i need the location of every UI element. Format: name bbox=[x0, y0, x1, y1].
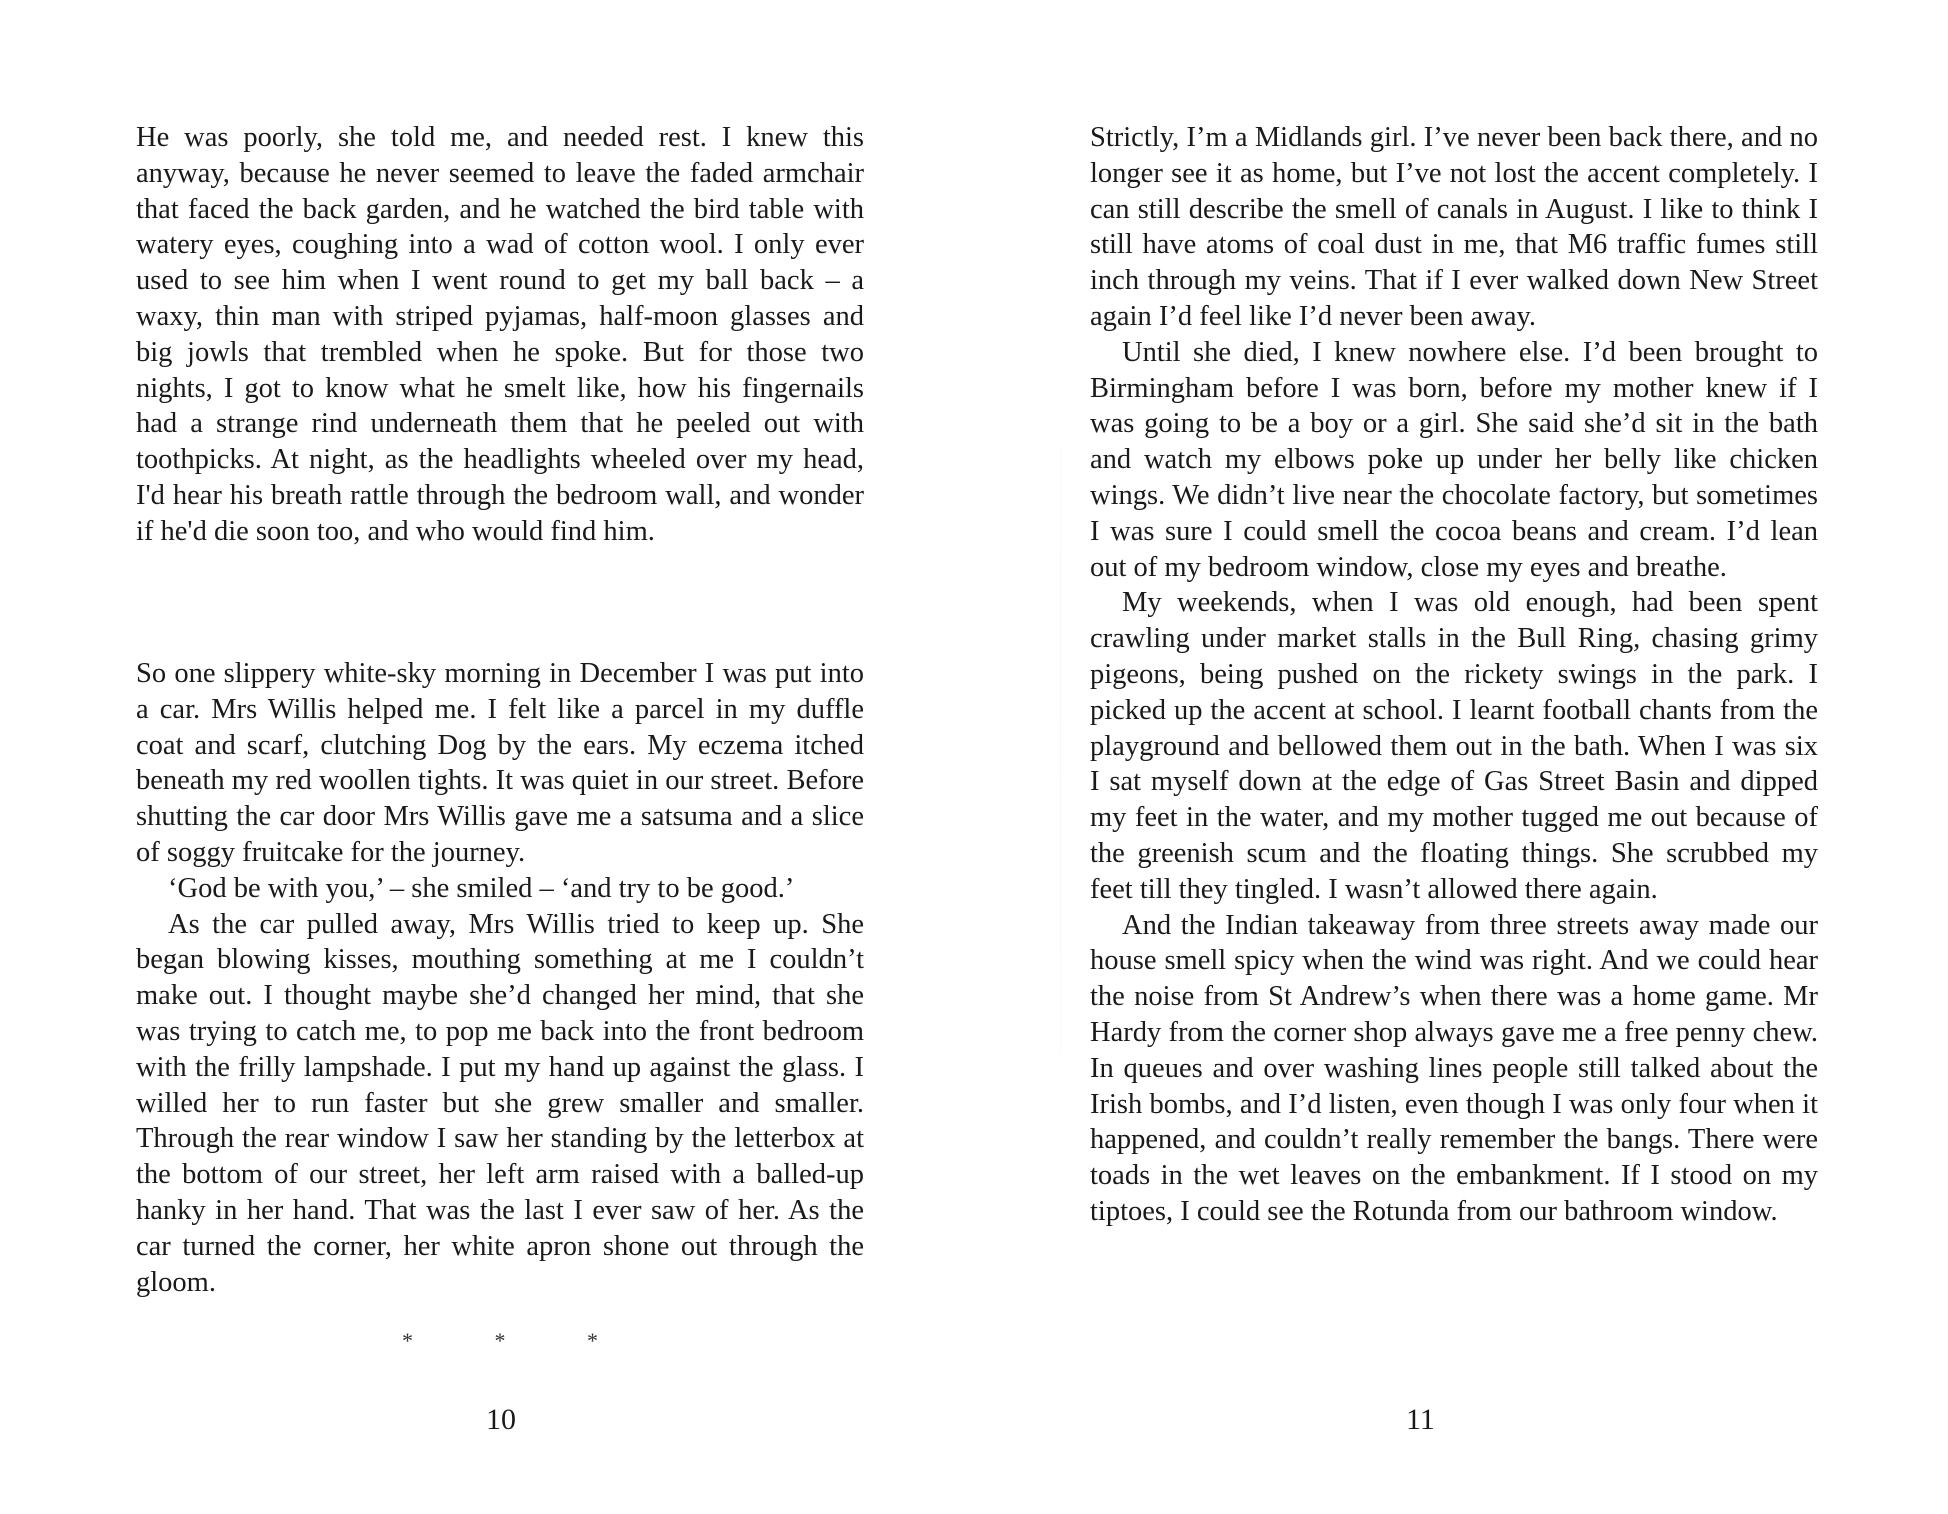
paragraph: Until she died, I knew nowhere else. I’d been brought to Birmingham before I was born, before my mother knew if I was going to be a boy or a girl. She said she’d sit in the bath and watch my elbows poke up under her belly like chicken wings. We didn’t live near the chocolate factory, but sometimes I was sure I could smell the cocoa beans and cream. I’d lean out of my bedroom window, close my eyes and breathe. bbox=[1090, 336, 1818, 583]
paragraph: My weekends, when I was old enough, had been spent crawling under market stalls in the Bull Ring, chasing grimy pigeons, being pushed on the rickety swings in the park. I picked up the accent at school. I learnt football chants from the playground and bellowed them out in the bath. When I was six I sat myself down at the edge of Gas Street Basin and dipped my feet in the water, and my mother tugged me out because of the greenish scum and the floating things. She scrubbed my feet till they tingled. I wasn’t allowed there again. bbox=[1090, 587, 1818, 905]
asterisk: * bbox=[402, 1328, 413, 1353]
asterisk: * bbox=[494, 1328, 506, 1353]
asterisk: * bbox=[587, 1328, 598, 1353]
paragraph: Strictly, I’m a Midlands girl. I’ve never been back there, and no longer see it as home, but I’ve not lost the accent completely. I can still describe the smell of canals in August. I like to think I still have atoms of coal dust in me, that M6 traffic fumes still inch through my veins. That if I ever walked down New Street again I’d feel like I’d never been away. bbox=[1090, 122, 1818, 332]
right-page bbox=[974, 0, 1948, 1514]
right-text bbox=[1090, 120, 1818, 1230]
page-number-right: 11 bbox=[1406, 1403, 1435, 1436]
paragraph: He was poorly, she told me, and needed rest. I knew this anyway, because he never seemed to leave the faded armchair that faced the back garden, and he watched the bird table with watery eyes, coughing into a wad of cotton wool. I only ever used to see him when I went round to get my ball back – a waxy, thin man with striped pyjamas, half-moon glasses and big jowls that trembled when he spoke. But for those two nights, I got to know what he smelt like, how his fingernails had a strange rind underneath them that he peeled out with toothpicks. At night, as the headlights wheeled over my head, I'd hear his breath rattle through the bedroom wall, and wonder if he'd die soon too, and who would find him. bbox=[136, 122, 864, 547]
left-bottom-text bbox=[136, 656, 864, 1300]
paragraph: ‘God be with you,’ – she smiled – ‘and try to be good.’ bbox=[168, 872, 795, 904]
paragraph: So one slippery white-sky morning in December I was put into a car. Mrs Willis helped me. I felt like a parcel in my duffle coat and scarf, clutching Dog by the ears. My eczema itched beneath my red woollen tights. It was quiet in our street. Before shutting the car door Mrs Willis gave me a satsuma and a slice of soggy fruitcake for the journey. bbox=[136, 658, 864, 868]
paragraph: And the Indian takeaway from three streets away made our house smell spicy when the wind was right. And we could hear the noise from St Andrew’s when there was a home game. Mr Hardy from the corner shop always gave me a free penny chew. In queues and over washing lines people still talked about the Irish bombs, and I’d listen, even though I was only four when it happened, and couldn’t really remember the bangs. There were toads in the wet leaves on the embankment. If I stood on my tiptoes, I could see the Rotunda from our bathroom window. bbox=[1090, 909, 1818, 1227]
paragraph: As the car pulled away, Mrs Willis tried to keep up. She began blowing kisses, mouthing something at me I couldn’t make out. I thought maybe she’d changed her mind, that she was trying to catch me, to pop me back into the front bedroom with the frilly lampshade. I put my hand up against the glass. I willed her to run faster but she grew smaller and smaller. Through the rear window I saw her standing by the letterbox at the bottom of our street, her left arm raised with a balled-up hanky in her hand. That was the last I ever saw of her. As the car turned the corner, her white apron shone out through the gloom. bbox=[136, 908, 864, 1298]
page-number-left: 10 bbox=[486, 1403, 516, 1436]
left-top-text bbox=[136, 120, 864, 550]
section-break-ornament bbox=[136, 1328, 864, 1354]
